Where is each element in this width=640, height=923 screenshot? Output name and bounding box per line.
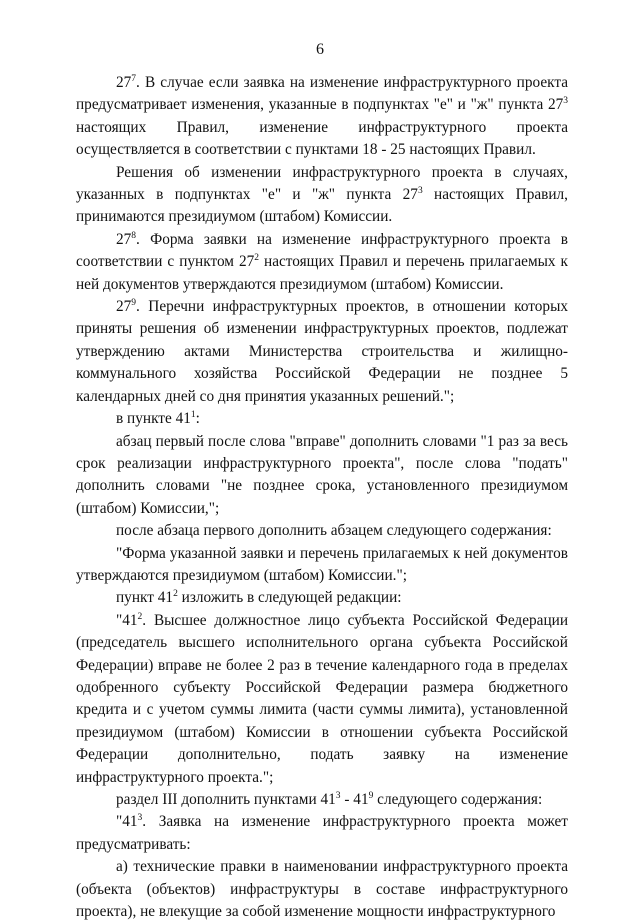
page-number: 6 bbox=[316, 41, 324, 58]
document-body bbox=[76, 72, 568, 923]
text-run: в пункте 41 bbox=[116, 410, 191, 428]
superscript: 9 bbox=[131, 298, 137, 309]
superscript: 2 bbox=[254, 253, 260, 264]
text-run: пункт 41 bbox=[116, 589, 174, 607]
text-run: "Форма указанной заявки и перечень прилагаемых к ней документов утверждаются президиумом (штабом) Комиссии."; bbox=[76, 544, 568, 584]
superscript: 3 bbox=[137, 813, 143, 824]
text-run: "41 bbox=[116, 813, 138, 831]
superscript: 3 bbox=[335, 791, 341, 801]
superscript: 7 bbox=[131, 74, 137, 84]
superscript: 2 bbox=[137, 611, 143, 622]
text-run: . Заявка на изменение инфраструктурного проекта может предусматривать: bbox=[76, 813, 568, 853]
text-run: раздел III дополнить пунктами 41 bbox=[116, 791, 336, 808]
paragraph bbox=[76, 162, 568, 229]
text-run: 27 bbox=[116, 230, 132, 248]
paragraph bbox=[76, 587, 568, 609]
paragraph bbox=[76, 72, 568, 162]
text-run: . Перечни инфраструктурных проектов, в отношении которых приняты решения об изменении инфраструктурных проектов, подлежат утверждению актами Министерства строительства и жилищно-коммунального хозяйства Российской Федерации не позднее 5 календарных дней со дня принятия указанных решений."; bbox=[76, 298, 568, 405]
text-run: "41 bbox=[116, 611, 138, 629]
text-run: следующего содержания: bbox=[373, 791, 543, 808]
superscript: 8 bbox=[131, 230, 137, 241]
text-run: : bbox=[195, 410, 200, 428]
text-run: . Форма заявки на изменение инфраструктурного проекта в соответствии с пунктом 27 bbox=[76, 230, 568, 271]
text-run: . Высшее должностное лицо субъекта Российской Федерации (председатель высшего исполнительного органа субъекта Российской Федерации) вправе не более 2 раз в течение календарного года в пределах одобренного субъекту Российской Федерации размера бюджетного кредита и с учетом суммы лимита (части суммы лимита), установленной президиумом (штабом) Комиссии в отношении субъекта Российской Федерации дополнительно, подать заявку на изменение инфраструктурного проекта."; bbox=[76, 611, 568, 786]
paragraph bbox=[76, 543, 568, 588]
paragraph bbox=[76, 296, 568, 408]
text-run: 27 bbox=[116, 298, 132, 316]
superscript: 9 bbox=[368, 791, 374, 801]
text-run: изложить в следующей редакции: bbox=[177, 589, 402, 607]
text-run: а) технические правки в наименовании инфраструктурного проекта (объекта (объектов) инфраструктуры в составе инфраструктурного проекта), не влекущие за собой изменение мощности инфраструктурного bbox=[76, 858, 568, 921]
paragraph bbox=[76, 856, 568, 923]
text-run: Решения об изменении инфраструктурного проекта в случаях, указанных в подпунктах "е" и "ж" пункта 27 bbox=[76, 163, 568, 204]
paragraph bbox=[76, 811, 568, 856]
text-run: - 41 bbox=[340, 791, 369, 808]
text-run: после абзаца первого дополнить абзацем следующего содержания: bbox=[116, 522, 552, 540]
superscript: 1 bbox=[190, 410, 196, 421]
paragraph bbox=[76, 789, 568, 811]
text-run: абзац первый после слова "вправе" дополнить словами "1 раз за весь срок реализации инфраструктурного проекта", после слова "подать" дополнить словами "не позднее срока, установленного президиумом (штабом) Комиссии,"; bbox=[76, 432, 568, 517]
paragraph bbox=[76, 431, 568, 521]
text-run: настоящих Правил и перечень прилагаемых к ней документов утверждаются президиумом (штабом) Комиссии. bbox=[76, 253, 568, 293]
superscript: 3 bbox=[417, 186, 423, 197]
paragraph bbox=[76, 229, 568, 296]
paragraph bbox=[76, 408, 568, 430]
paragraph bbox=[76, 610, 568, 789]
text-run: 27 bbox=[116, 74, 132, 91]
superscript: 2 bbox=[173, 589, 178, 600]
superscript: 3 bbox=[563, 96, 568, 107]
text-run: настоящих Правил, принимаются президиумом (штабом) Комиссии. bbox=[76, 186, 568, 226]
text-run: . В случае если заявка на изменение инфраструктурного проекта предусматривает изменения, указанные в подпунктах "е" и "ж" пункта 27 bbox=[76, 74, 568, 114]
paragraph bbox=[76, 520, 568, 542]
text-run: настоящих Правил, изменение инфраструктурного проекта осуществляется в соответствии с пунктами 18 - 25 настоящих Правил. bbox=[76, 118, 568, 159]
